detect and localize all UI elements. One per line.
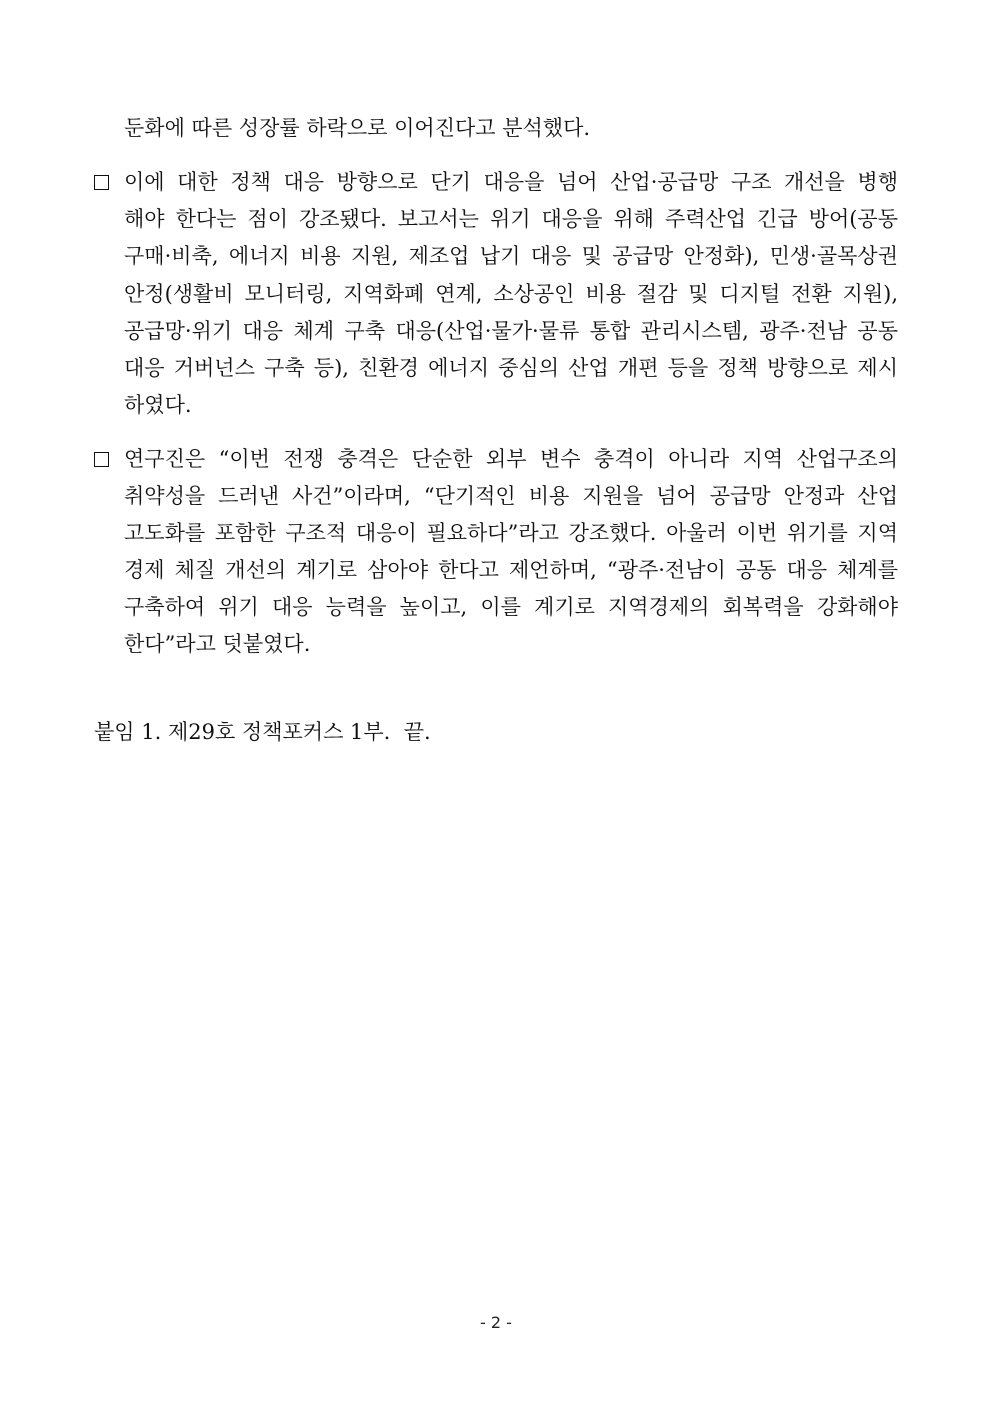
paragraph-1-first-line	[94, 168, 898, 196]
body-text-line: 공급망·위기 대응 체계 구축 대응(산업·물가·물류 통합 관리시스템, 광주·전남 공동	[124, 319, 898, 343]
body-text-line: 하였다.	[124, 393, 192, 417]
body-text-line: 안정(생활비 모니터링, 지역화폐 연계, 소상공인 비용 절감 및 디지털 전환 지원),	[124, 282, 898, 306]
body-text-line: 구축하여 위기 대응 능력을 높이고, 이를 계기로 지역경제의 회복력을 강화해야	[124, 595, 898, 619]
paragraph-2-first-line	[94, 445, 898, 473]
paragraph-text: 연구진은 “이번 전쟁 충격은 단순한 외부 변수 충격이 아니라 지역 산업구조의	[124, 447, 898, 471]
body-text-line: 취약성을 드러낸 사건”이라며, “단기적인 비용 지원을 넘어 공급망 안정과 산업	[124, 484, 898, 508]
paragraph-text: 이에 대한 정책 대응 방향으로 단기 대응을 넘어 산업·공급망 구조 개선을 병행	[124, 170, 898, 194]
body-text-line: 둔화에 따른 성장률 하락으로 이어진다고 분석했다.	[124, 116, 591, 140]
body-text-line: 경제 체질 개선의 계기로 삼아야 한다고 제언하며, “광주·전남이 공동 대응 체계를	[124, 558, 898, 582]
page-number: - 2 -	[480, 1313, 512, 1332]
attachment-note: 붙임 1. 제29호 정책포커스 1부. 끝.	[94, 720, 431, 744]
body-text-line: 해야 한다는 점이 강조됐다. 보고서는 위기 대응을 위해 주력산업 긴급 방어(공동	[124, 207, 898, 231]
body-text-line: 고도화를 포함한 구조적 대응이 필요하다”라고 강조했다. 아울러 이번 위기를 지역	[124, 521, 898, 545]
checkbox-bullet-icon	[94, 452, 109, 467]
body-text-line: 대응 거버넌스 구축 등), 친환경 에너지 중심의 산업 개편 등을 정책 방향으로 제시	[124, 356, 898, 380]
body-text-line: 한다”라고 덧붙였다.	[124, 632, 311, 656]
checkbox-bullet-icon	[94, 175, 109, 190]
body-text-line: 구매·비축, 에너지 비용 지원, 제조업 납기 대응 및 공급망 안정화), 민생·골목상권	[124, 244, 898, 268]
